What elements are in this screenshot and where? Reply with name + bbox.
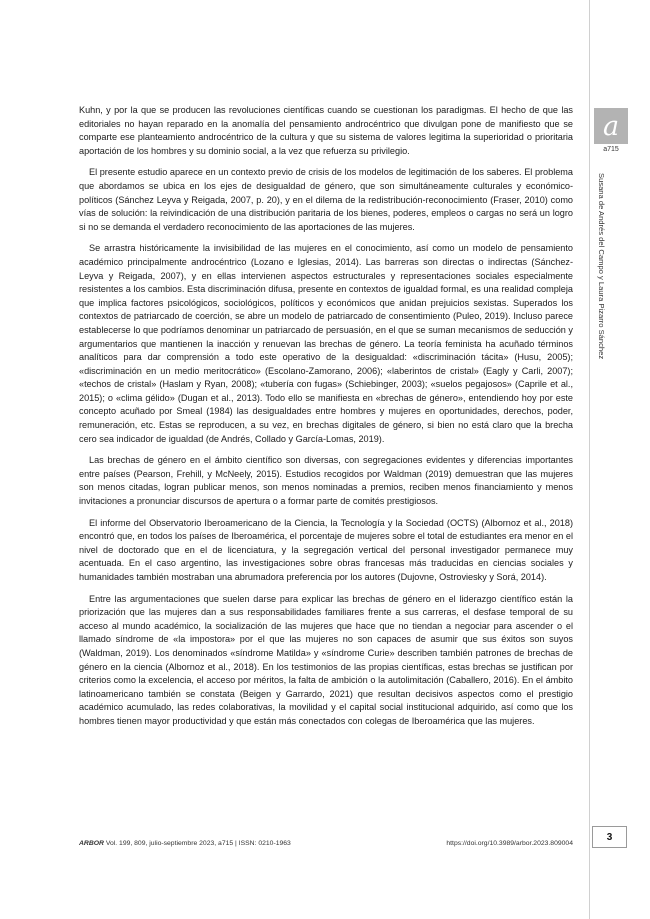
citation-text: Vol. 199, 809, julio-septiembre 2023, a715 | ISSN: 0210-1963 [105, 840, 291, 847]
page-number: 3 [592, 826, 627, 848]
logo-glyph: a [602, 110, 620, 142]
paragraph-4: Las brechas de género en el ámbito científico son diversas, con segregaciones evidentes y diferencias importantes entre países (Pearson, Frehill, y McNeely, 2015). Estudios recogidos por Waldman (2019) demuestran que las mujeres son menos citadas, logran publicar menos, son menos nominadas a premios, reciben menos financiamiento y menos invitaciones a pronunciar discursos de apertura o a formar parte de comités prestigiosos. [79, 455, 573, 507]
paragraph-1: Kuhn, y por la que se producen las revoluciones científicas cuando se cuestionan los paradigmas. El hecho de que las editoriales no hayan reparado en la anomalía del pensamiento androcéntrico que divulgan pone de manifiesto que se comparte ese planteamiento androcéntrico de la cultura y que su sistema de valores legitima la superioridad o prioritaria aportación de los hombres y su dominio social, a la vez que refuerza su privilegio. [79, 105, 573, 156]
article-id: a715 [603, 146, 619, 153]
article-body [79, 104, 573, 737]
footer-citation [79, 840, 291, 847]
sidebar-divider [589, 0, 590, 919]
paragraph-5: El informe del Observatorio Iberoamericano de la Ciencia, la Tecnología y la Sociedad (OCTS) (Albornoz et al., 2018) encontró que, en todos los países de Iberoamérica, el porcentaje de mujeres sobre el total de estudiantes era menor en el nivel de doctorado que en el de licenciatura, y la segregación vertical del personal investigador permanece muy acentuada. En el caso argentino, las investigaciones sobre obras francesas más traducidas en ciencias sociales y humanidades también mostraban una abrumadora preferencia por los autores (Dujovne, Ostroviesky y Sorá, 2014). [79, 517, 573, 582]
authors-running-head: Susana de Andrés del Campo y Laura Pizarro Sánchez [597, 173, 606, 360]
journal-name: ARBOR [79, 840, 104, 847]
paragraph-6: Entre las argumentaciones que suelen darse para explicar las brechas de género en el liderazgo científico están la priorización que las mujeres dan a sus responsabilidades familiares frente a sus carreras, el desfase temporal de su acceso al mundo académico, la socialización de las mujeres que hace que no tiendan a negociar para ascender o el llamado síndrome de «la impostora» por el que las mujeres no son capaces de asumir que sus éxitos son suyos (Waldman, 2019). Los denominados «síndrome Matilda» y «síndrome Curie» describen también patrones de brechas de género en la ciencia (Albornoz et al., 2018). En los testimonios de las propias científicas, estas brechas se justifican por criterios como la excelencia, el acceso por méritos, la falta de ambición o la autolimitación (Caballero, 2016). En el ámbito latinoamericano también se constata (Beigen y Garrardo, 2021) que resultan decisivos aspectos como el prestigio académico acumulado, las redes colaborativas, la movilidad y el capital social institucional adquirido, así como que los hombres tienen mayor productividad y que están más conectados con colegas de Iberoamérica que las mujeres. [79, 593, 573, 726]
paragraph-2: El presente estudio aparece en un contexto previo de crisis de los modelos de legitimación de los saberes. El problema que abordamos se ubica en los ejes de desigualdad de género, que son simultáneamente culturales y económico-políticos (Sánchez Leyva y Reigada, 2007, p. 20), y en el dilema de la redistribución-reconocimiento (Fraser, 2010) como vías de solución: la reivindicación de una distribución paritaria de los bienes, poderes, empleos o cargas no será un logro si no se demanda el verdadero reconocimiento de las aportaciones de las mujeres. [79, 167, 573, 232]
journal-logo [594, 108, 628, 144]
paragraph-3: Se arrastra históricamente la invisibilidad de las mujeres en el conocimiento, así como un modelo de pensamiento académico principalmente androcéntrico (Lozano e Iglesias, 2014). Las barreras son directas o indirectas (Sánchez-Leyva y Reigada, 2007), y en ellas intervienen aspectos estructurales y representaciones sociales especialmente resistentes a los cambios. Esta discriminación difusa, presente en contextos de igualdad formal, es una realidad compleja que implica factores psicológicos, sociológicos, políticos y económicos que anidan prejuicios sexistas. Superados los contextos de patriarcado de coerción, se abre un modelo de patriarcado de consentimiento (Puleo, 2019). Incluso parece establecerse lo que podríamos denominar un patriarcado de persuasión, en el que se suman mecanismos de seducción y argumentarios que mantienen la inacción y renuevan las brechas de género. La teoría feminista ha acuñado términos analíticos para dar comprensión a todo este operativo de la desigualdad: «discriminación tácita» (Husu, 2005); «discriminación en un medio meritocrático» (Escolano-Zamorano, 2006); «laberintos de cristal» (Eagly y Carli, 2007); «techos de cristal» (Haslam y Ryan, 2008); «tubería con fugas» (Schiebinger, 2003); «suelos pegajosos» (Caprile et al., 2015); o «clima gélido» (Dugan et al., 2013). Todo ello se manifiesta en «brechas de género», entendiendo hoy por este concepto acuñado por Smeal (1984) las desigualdades entre hombres y mujeres en oportunidades, derechos, poder, remuneración, etc. Estas se reproducen, a su vez, en brechas digitales de género, si bien no está claro que la brecha cero sea indicador de igualdad (de Andrés, Collado y García-Lomas, 2019). [79, 243, 573, 444]
doi-link[interactable]: https://doi.org/10.3989/arbor.2023.809004 [446, 840, 573, 847]
